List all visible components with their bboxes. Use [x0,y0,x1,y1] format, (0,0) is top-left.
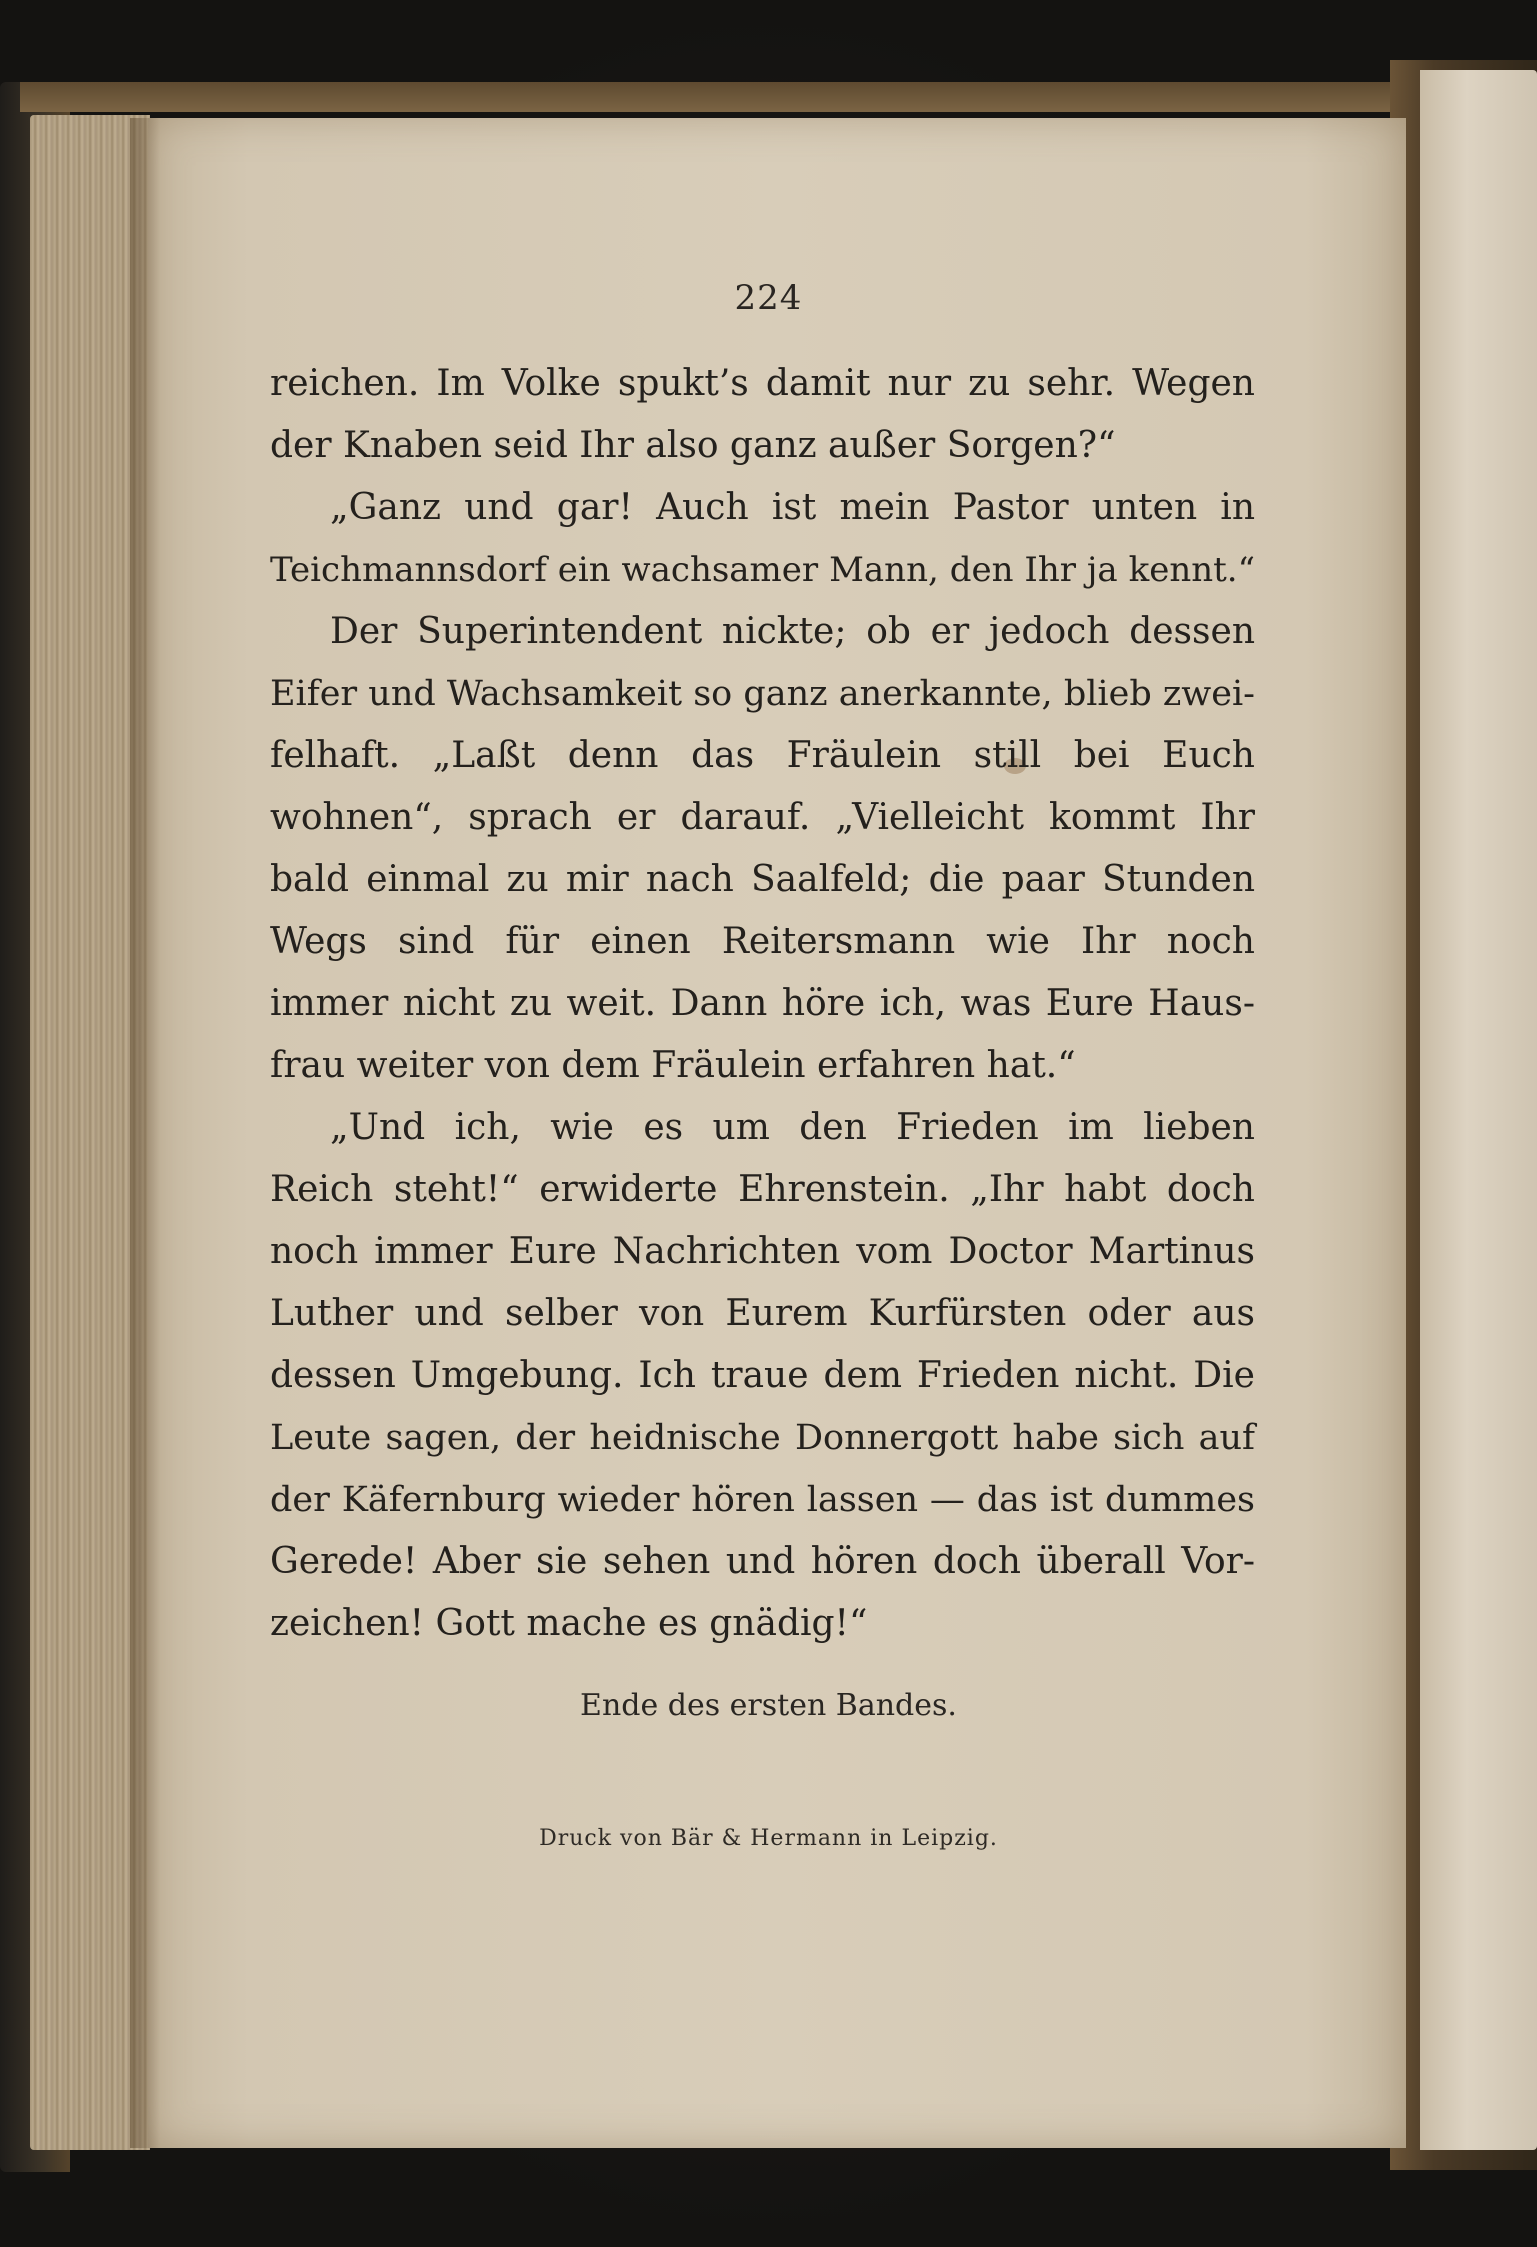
page-number: 224 [734,278,803,318]
text-line-14: Reich steht!“ erwiderte Ehrenstein. „Ihr habt doch [270,1169,1255,1210]
text-line-19: der Käfernburg wieder hören lassen — das ist dummes [270,1480,1255,1520]
text-line-18: Leute sagen, der heidnische Donnergott habe sich auf [270,1418,1255,1458]
text-line-6: Eifer und Wachsamkeit so ganz anerkannte, blieb zwei- [270,674,1255,714]
text-line-15: noch immer Eure Nachrichten vom Doctor Martinus [270,1231,1255,1272]
book-cover-top [20,82,1420,112]
text-line-5: Der Superintendent nickte; ob er jedoch dessen [330,611,1255,652]
text-line-1: reichen. Im Volke spukt’s damit nur zu sehr. Wegen [270,363,1255,404]
text-line-11: immer nicht zu weit. Dann höre ich, was Eure Haus- [270,983,1255,1024]
text-line-2: der Knaben seid Ihr also ganz außer Sorgen?“ [270,425,1116,466]
text-line-7: felhaft. „Laßt denn das Fräulein still bei Euch [270,735,1255,776]
text-line-16: Luther und selber von Eurem Kurfürsten oder aus [270,1293,1255,1334]
text-line-3: „Ganz und gar! Auch ist mein Pastor unten in [330,487,1255,528]
printer-imprint: Druck von Bär & Hermann in Leipzig. [539,1826,998,1851]
text-line-12: frau weiter von dem Fräulein erfahren hat.“ [270,1045,1076,1086]
text-line-10: Wegs sind für einen Reitersmann wie Ihr noch [270,921,1255,962]
text-line-9: bald einmal zu mir nach Saalfeld; die paar Stunden [270,859,1255,900]
text-line-17: dessen Umgebung. Ich traue dem Frieden nicht. Die [270,1355,1255,1396]
text-line-20: Gerede! Aber sie sehen und hören doch überall Vor- [270,1541,1255,1582]
text-line-21: zeichen! Gott mache es gnädig!“ [270,1603,868,1644]
text-line-4: Teichmannsdorf ein wachsamer Mann, den Ihr ja kennt.“ [270,550,1255,590]
text-line-13: „Und ich, wie es um den Frieden im lieben [330,1107,1255,1148]
volume-end-note: Ende des ersten Bandes. [580,1688,957,1723]
text-line-8: wohnen“, sprach er darauf. „Vielleicht kommt Ihr [270,797,1255,838]
